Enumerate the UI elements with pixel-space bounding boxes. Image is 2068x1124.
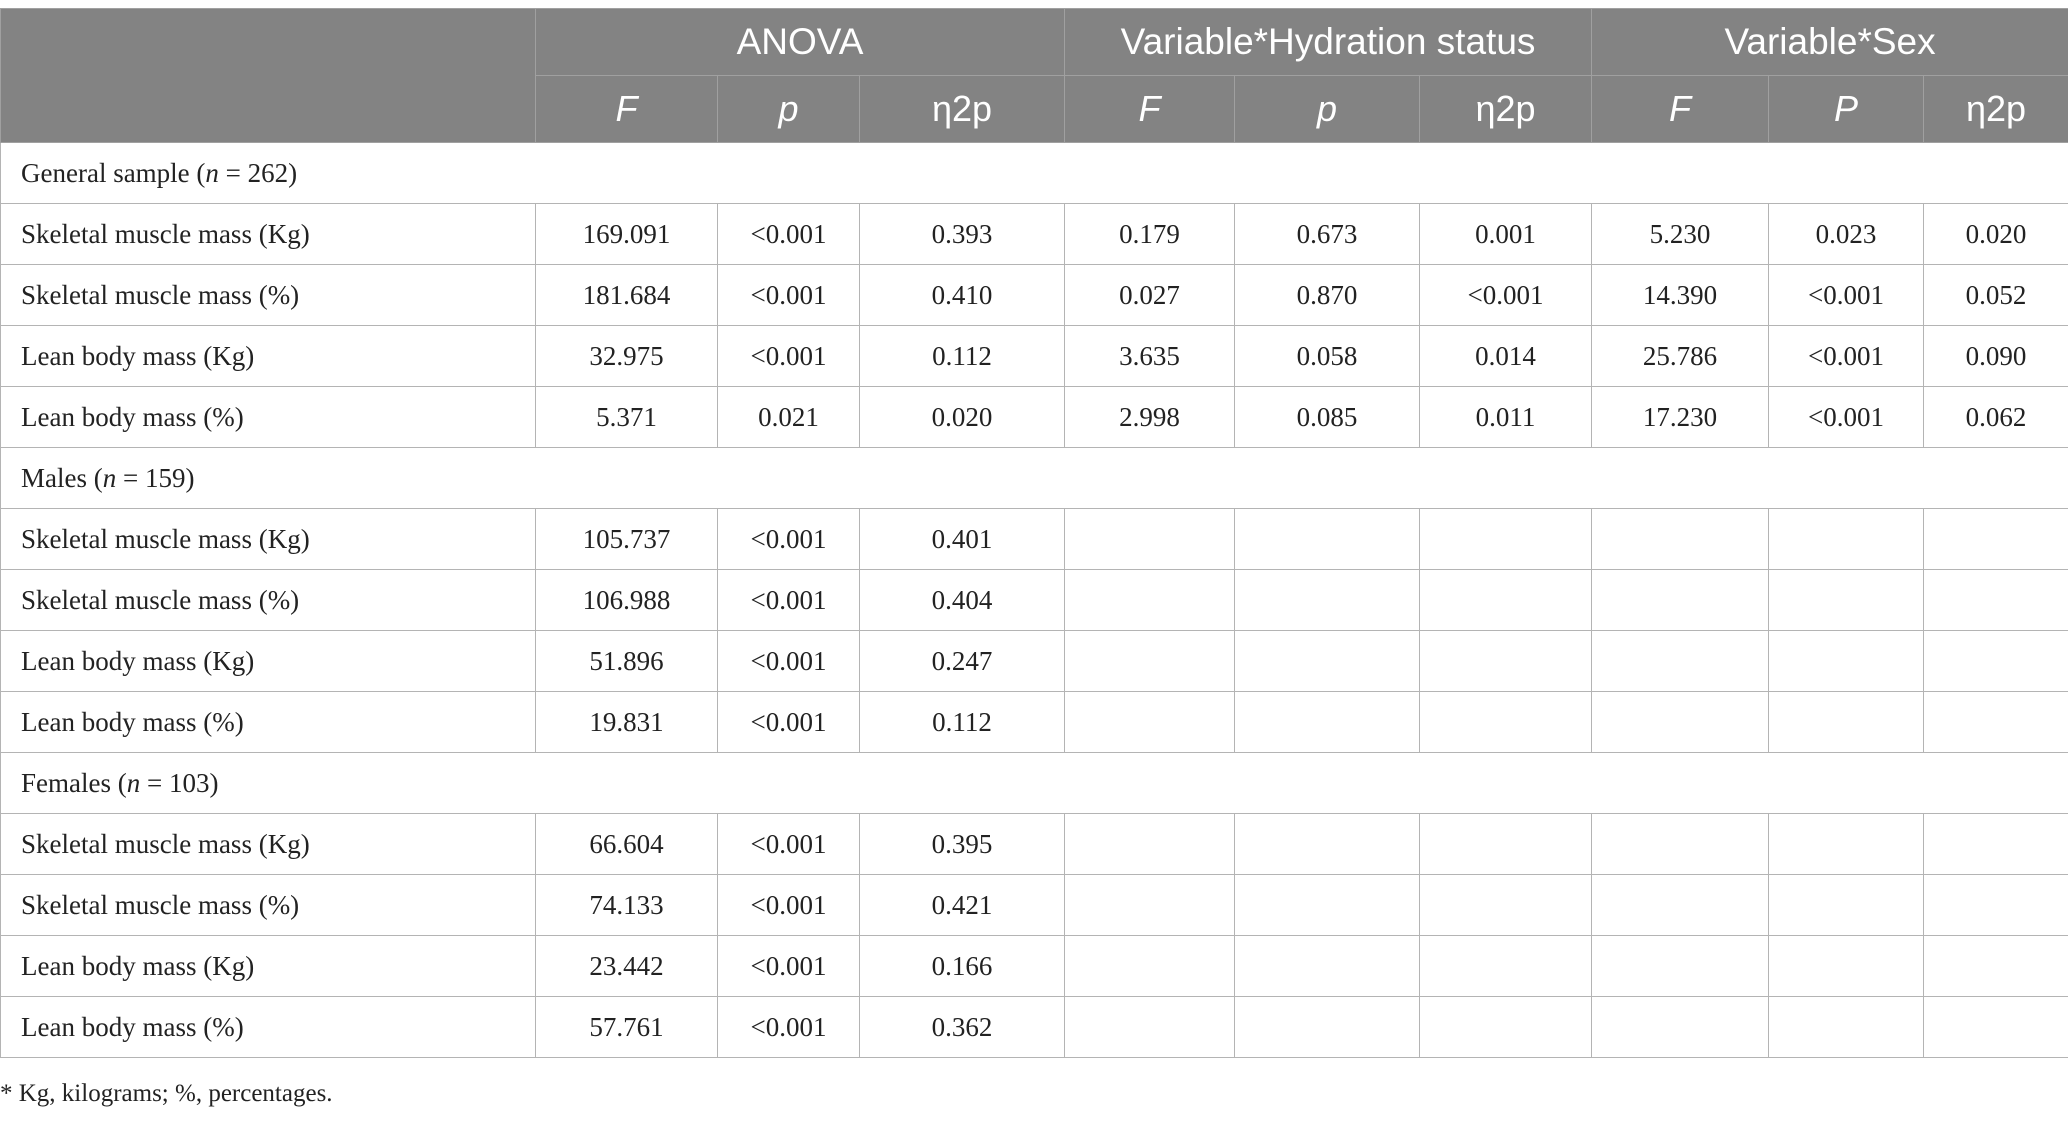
table-cell — [1235, 692, 1420, 753]
row-label: Lean body mass (%) — [1, 387, 536, 448]
table-cell — [1592, 509, 1769, 570]
table-cell — [1420, 875, 1592, 936]
table-row — [1, 936, 2068, 997]
table-cell — [1065, 631, 1235, 692]
row-label: Lean body mass (Kg) — [1, 326, 536, 387]
table-row — [1, 814, 2068, 875]
section-header-row — [1, 143, 2068, 204]
table-cell: 0.673 — [1235, 204, 1420, 265]
table-cell: 0.410 — [860, 265, 1065, 326]
header-corner — [1, 9, 536, 143]
table-cell: <0.001 — [718, 570, 860, 631]
table-cell: 0.062 — [1924, 387, 2068, 448]
table-cell — [1420, 631, 1592, 692]
table-cell: 14.390 — [1592, 265, 1769, 326]
table-cell — [1592, 570, 1769, 631]
table-cell: 0.085 — [1235, 387, 1420, 448]
table-footnote: * Kg, kilograms; %, percentages. — [0, 1080, 333, 1107]
table-cell — [1924, 631, 2068, 692]
table-cell: 181.684 — [536, 265, 718, 326]
table-body — [1, 143, 2068, 1058]
row-label: Skeletal muscle mass (Kg) — [1, 509, 536, 570]
subheader-hydration-p: p — [1235, 76, 1420, 143]
table-cell — [1592, 997, 1769, 1058]
table-cell: 0.404 — [860, 570, 1065, 631]
table-cell: 0.011 — [1420, 387, 1592, 448]
row-label: Skeletal muscle mass (Kg) — [1, 204, 536, 265]
row-label: Lean body mass (Kg) — [1, 936, 536, 997]
table-cell: 0.362 — [860, 997, 1065, 1058]
subheader-anova-f: F — [536, 76, 718, 143]
row-label: Skeletal muscle mass (%) — [1, 875, 536, 936]
section-label-prefix: General sample ( — [21, 157, 206, 188]
table-cell: 0.001 — [1420, 204, 1592, 265]
table-cell — [1592, 631, 1769, 692]
table-cell — [1065, 509, 1235, 570]
section-label — [1, 753, 2068, 814]
table-cell — [1420, 814, 1592, 875]
table-cell — [1924, 692, 2068, 753]
table-cell — [1065, 997, 1235, 1058]
table-cell: <0.001 — [718, 509, 860, 570]
table-cell: 0.020 — [1924, 204, 2068, 265]
table-row — [1, 692, 2068, 753]
section-label-suffix: = 103) — [140, 767, 219, 798]
section-label — [1, 448, 2068, 509]
table-cell: 0.021 — [718, 387, 860, 448]
table-cell: <0.001 — [718, 814, 860, 875]
table-cell: 0.395 — [860, 814, 1065, 875]
section-header-row — [1, 753, 2068, 814]
table-cell — [1065, 875, 1235, 936]
subheader-anova-eta: η2p — [860, 76, 1065, 143]
table-cell — [1420, 509, 1592, 570]
table-row — [1, 265, 2068, 326]
table-cell: 0.027 — [1065, 265, 1235, 326]
table-cell: 0.090 — [1924, 326, 2068, 387]
table-row — [1, 570, 2068, 631]
table-cell: 0.179 — [1065, 204, 1235, 265]
section-label-suffix: = 262) — [218, 157, 298, 188]
table-cell — [1420, 570, 1592, 631]
table-row — [1, 631, 2068, 692]
table-cell — [1769, 509, 1924, 570]
table-cell — [1235, 570, 1420, 631]
table-cell: <0.001 — [718, 936, 860, 997]
table-row — [1, 204, 2068, 265]
table-cell — [1065, 692, 1235, 753]
table-cell — [1769, 936, 1924, 997]
row-label: Lean body mass (Kg) — [1, 631, 536, 692]
table-cell: <0.001 — [718, 692, 860, 753]
table-cell: 0.166 — [860, 936, 1065, 997]
section-label-suffix: = 159) — [116, 462, 195, 493]
table-cell: 106.988 — [536, 570, 718, 631]
table-row — [1, 326, 2068, 387]
table-cell — [1235, 814, 1420, 875]
table-cell — [1924, 875, 2068, 936]
section-label-n: n — [205, 157, 219, 188]
table-cell — [1924, 936, 2068, 997]
table-cell: 25.786 — [1592, 326, 1769, 387]
table-cell: 23.442 — [536, 936, 718, 997]
table-cell — [1769, 631, 1924, 692]
table-cell — [1769, 875, 1924, 936]
row-label: Lean body mass (%) — [1, 997, 536, 1058]
table-cell — [1592, 875, 1769, 936]
table-row — [1, 997, 2068, 1058]
table-cell: 51.896 — [536, 631, 718, 692]
table-cell: 5.371 — [536, 387, 718, 448]
section-label-prefix: Females ( — [21, 767, 127, 798]
row-label: Skeletal muscle mass (%) — [1, 265, 536, 326]
table-cell — [1420, 936, 1592, 997]
table-cell: 32.975 — [536, 326, 718, 387]
subheader-sex-f: F — [1592, 76, 1769, 143]
table-cell: 0.020 — [860, 387, 1065, 448]
subheader-sex-p: P — [1769, 76, 1924, 143]
table-cell: <0.001 — [718, 631, 860, 692]
table-cell — [1769, 570, 1924, 631]
table-cell: 17.230 — [1592, 387, 1769, 448]
table-cell: 3.635 — [1065, 326, 1235, 387]
subheader-hydration-eta: η2p — [1420, 76, 1592, 143]
table-row — [1, 387, 2068, 448]
subheader-hydration-f: F — [1065, 76, 1235, 143]
table-cell — [1235, 936, 1420, 997]
table-cell — [1924, 570, 2068, 631]
table-cell: 169.091 — [536, 204, 718, 265]
subheader-anova-p: p — [718, 76, 860, 143]
table-cell: 0.421 — [860, 875, 1065, 936]
section-label — [1, 143, 2068, 204]
section-label-prefix: Males ( — [21, 462, 103, 493]
table-cell: 0.401 — [860, 509, 1065, 570]
table-cell: 0.014 — [1420, 326, 1592, 387]
table-cell — [1420, 997, 1592, 1058]
table-cell — [1065, 936, 1235, 997]
row-label: Lean body mass (%) — [1, 692, 536, 753]
table-cell — [1924, 997, 2068, 1058]
table-row — [1, 875, 2068, 936]
table-cell: <0.001 — [718, 875, 860, 936]
section-label-n: n — [126, 767, 141, 798]
results-table — [0, 8, 2068, 1058]
header-group-hydration: Variable*Hydration status — [1065, 9, 1592, 76]
section-label-n: n — [102, 462, 117, 493]
table-cell: 0.023 — [1769, 204, 1924, 265]
table-cell: 0.247 — [860, 631, 1065, 692]
row-label: Skeletal muscle mass (%) — [1, 570, 536, 631]
table-cell — [1065, 814, 1235, 875]
subheader-sex-eta: η2p — [1924, 76, 2068, 143]
header-group-anova: ANOVA — [536, 9, 1065, 76]
table-cell: <0.001 — [1769, 265, 1924, 326]
table-cell — [1235, 997, 1420, 1058]
table-cell — [1235, 509, 1420, 570]
table-cell: 57.761 — [536, 997, 718, 1058]
table-cell: 105.737 — [536, 509, 718, 570]
table-cell — [1235, 875, 1420, 936]
table-cell: <0.001 — [718, 204, 860, 265]
table-cell — [1924, 509, 2068, 570]
table-cell: <0.001 — [1769, 326, 1924, 387]
table-cell: 0.393 — [860, 204, 1065, 265]
table-cell — [1420, 692, 1592, 753]
table-cell: 2.998 — [1065, 387, 1235, 448]
section-header-row — [1, 448, 2068, 509]
header-group-sex: Variable*Sex — [1592, 9, 2068, 76]
table-cell: 0.112 — [860, 692, 1065, 753]
table-cell: <0.001 — [718, 265, 860, 326]
table-cell — [1235, 631, 1420, 692]
table-cell: <0.001 — [718, 326, 860, 387]
table-cell: 0.052 — [1924, 265, 2068, 326]
table-cell — [1769, 997, 1924, 1058]
table-cell: 74.133 — [536, 875, 718, 936]
table-cell: 5.230 — [1592, 204, 1769, 265]
table-cell: <0.001 — [718, 997, 860, 1058]
table-cell: 0.058 — [1235, 326, 1420, 387]
table-cell — [1924, 814, 2068, 875]
table-cell: 66.604 — [536, 814, 718, 875]
table-cell: <0.001 — [1420, 265, 1592, 326]
table-cell: <0.001 — [1769, 387, 1924, 448]
table-cell — [1592, 936, 1769, 997]
table-cell — [1592, 814, 1769, 875]
table-row — [1, 509, 2068, 570]
table-cell: 19.831 — [536, 692, 718, 753]
table-cell: 0.112 — [860, 326, 1065, 387]
table-cell — [1769, 814, 1924, 875]
table-cell: 0.870 — [1235, 265, 1420, 326]
table-cell — [1769, 692, 1924, 753]
table-cell — [1065, 570, 1235, 631]
row-label: Skeletal muscle mass (Kg) — [1, 814, 536, 875]
table-cell — [1592, 692, 1769, 753]
